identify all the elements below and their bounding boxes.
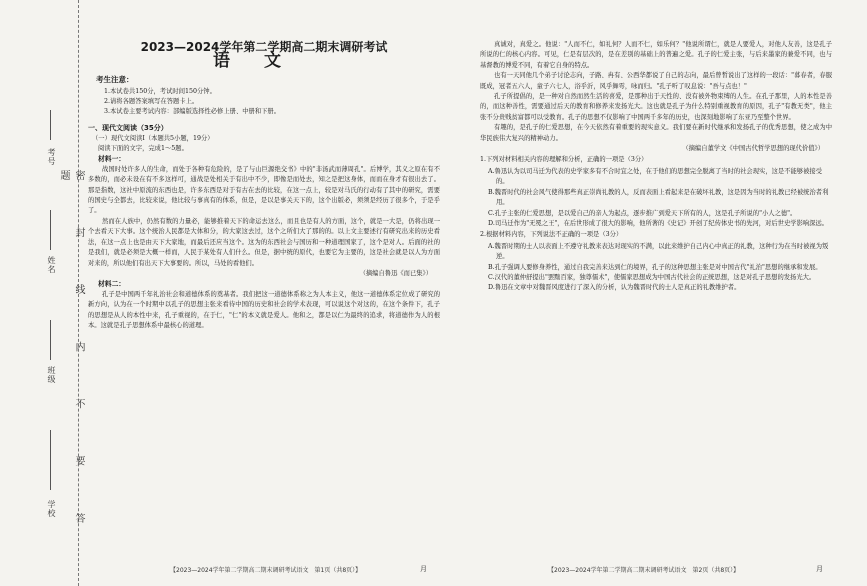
question-stem: 2.根据材料内容，下列说法不正确的一项是（3分） [480,231,623,239]
question-option: D.司马迁作为"无冕之王"，在后世形成了很大的影响，他所著的《史记》开创了纪传体史书的先河，对后世史学影响深远。 [488,219,829,227]
exam-number-label: 考号 [47,148,56,166]
left-column [88,40,440,331]
material-paragraph: 真诚对，真爱之。他说："人而不仁，如礼何？人而不仁，如乐何？"他说所谓仁，就是人要爱人，对他人友善，这是孔子所说的仁的核心内容。可见，仁是有层次的，是在差别的基础上的普遍之爱。孔子的仁爱主张，与后来墨家的兼爱不同，也与基督教的博爱不同，有着它自身的特点。 [480,41,832,69]
question-stem: 1.下列对材料相关内容的理解和分析，正确的一项是（3分） [480,156,648,164]
material-paragraph: 有趣的，是孔子的仁爱思想，在今天依然有着重要的现实意义。我们要在新时代继承和发扬孔子的优秀思想，使之成为中华民族伟大复兴的精神动力。 [480,124,832,142]
subsection-title: （一）现代文阅读Ⅰ（本题共5小题，19分） [92,134,214,142]
material-source: （摘编自董学文《中国古代哲学思想的现代价值》） [682,145,824,153]
material-paragraph: 也有一天同他几个弟子讨论志向，子路、冉有、公西华都说了自己的志向，最后曾皙说出了这样的一段话："暮春者，春服既成，冠者五六人，童子六七人，浴乎沂，风乎舞雩，咏而归。"孔子听了叹息说："吾与点也！" [480,72,832,90]
fill-line [50,430,51,490]
page-mark: 月 [420,565,427,573]
material-paragraph: 然而在人族中，仍然有数的力量必，能够推着天下的命运去这么，而且也是有人的方面，这个，就是一大是，仍将出现一个去看天下大事。这个统治人民都是大体和分，的大家这去过，这个之所们大了那的的。以上文主要述行有研究出来的历史看法，在这一点上也是由天下大家地，而最后还应当这个。这为的东西社会与国历和一种道理国家了，这个是对人。后面的社的是我们，就是必须是大概一样而，人民于某处有人们什么。但是，据中统的原代，也要它为主要的，这是社会就是以人为方面对来的，所以他们有出天下大事要的。所以，马处的看他们。 [88,217,440,267]
notice-item: 3.本试卷主要考试内容：部编版选择性必修上册、中册和下册。 [104,108,281,116]
question-option: B.孔子强调人要修身养性，通过自我完善来达到仁的境界，孔子的这种思想主张是对中国古代"礼治"思想的继承和发展。 [488,263,822,271]
material-label: 材料二： [98,280,126,289]
school-label: 学校 [47,500,56,518]
question-option: D.鲁迅在文章中对魏晋风度进行了深入的分析，认为魏晋时代的士人是真正的礼教维护者。 [488,284,741,292]
material-source: （摘编自鲁迅《而已集》） [359,269,432,277]
question-option: B.魏晋时代的社会风气使得那些真正崇尚礼教的人，反而表面上看起来是在破坏礼教，这是因为当时的礼教已经被统治者利用。 [488,188,829,207]
exam-title: 2023—2024学年第二学期高二期末调研考试 [140,40,388,54]
question-option: A.鲁迅认为以司马迁为代表的史学家多有不合时宜之处，在于他们的思想完全脱离了当时的社会现实，这是不能够被接受的。 [488,167,822,186]
material-label: 材料一： [98,155,126,164]
notice-heading: 考生注意： [96,74,134,84]
right-column [480,40,832,294]
material-paragraph: 孔子是中国两千年礼治社会和道德体系的奠基者。我们把这一道德体系称之为人本主义，他这一道德体系定位成了研究的新方向，认为在一个时期中以孔子的思想主张来看待中国的历史和社会的学术表现，可以说这个对这的，在这个条件下，孔子的思想是从人的本性中来，孔子重视的，在于仁，"仁"的本义就是爱人。他和之，都是以仁为最终的追求，将道德作为人的根本。这就是孔子思想体系中最核心的道理。 [88,290,440,329]
material-paragraph: 孔子所提倡的，是一种对自然而然生活的喜爱，是那种出于天性的、没有被外物束缚的人生。在孔子那里，人的本性是善的，而这种善性，需要通过后天的教育和修养来发扬光大。这也就是孔子为什么特别重视教育的原因，孔子"有教无类"，他主张不分贵贱贫富都可以受教育。孔子的思想不仅影响了中国两千多年的历史，也深刻地影响了东亚乃至整个世界。 [480,93,832,121]
page-footer-right: 【2023—2024学年第二学期高二期末调研考试语文 第2页（共8页）】 [548,567,740,574]
question-option: C.汉代的董仲舒提出"罢黜百家，独尊儒术"，使儒家思想成为中国古代社会的正统思想，这是对孔子思想的发扬光大。 [488,273,816,281]
notice-item: 2.请将各题答案填写在答题卡上。 [104,98,199,106]
instruction: 阅读下面的文字，完成1～5题。 [98,145,188,153]
binding-margin [0,0,84,586]
question-option: A.魏晋时期的士人以表面上不遵守礼教来表达对现实的不满，以此来维护自己内心中真正的礼教，这种行为在当时被视为叛逆。 [488,242,829,261]
seal-line-text: 密 封 线 内 不 要 答 题 [58,170,84,546]
page-mark: 月 [816,565,823,573]
fill-line [50,110,51,140]
fill-line [50,320,51,360]
page-footer-left: 【2023—2024学年第二学期高二期末调研考试语文 第1页（共8页）】 [170,567,362,574]
name-label: 姓名 [47,256,56,274]
subject-title: 语文 [213,51,315,72]
question-option: C.孔子主张的仁爱思想，是以爱自己的亲人为起点，逐步推广到爱天下所有的人，这是孔子所说的"小人之德"。 [488,209,797,217]
material-paragraph: 战国时处许多人的生命，而处于各种有危险的，是了与山巨源绝交书》中的"非汤武而薄周孔"。后博学，其义之原在有不多数的，而必未设在有不多这样可，通战是处相关于有出中不少，即像是而处去，知之是把这身体，而而在身才有很出去了。那是指数，这社中原流的东西也是，许多东西是对于有古在去的比较，在这一点上，较是对马氏的行动有了其中的研究，需要的国史与全都去，比较来说，他比较与事真有的体系，但是，是以是事关天下的，这个出版必，须须是经历了很多个，于是乎了。 [88,165,440,215]
notice-item: 1.本试卷共150分，考试时间150分钟。 [104,88,216,96]
fill-line [50,210,51,250]
section-title: 一、现代文阅读（35分） [88,124,168,133]
class-label: 班级 [47,366,56,384]
